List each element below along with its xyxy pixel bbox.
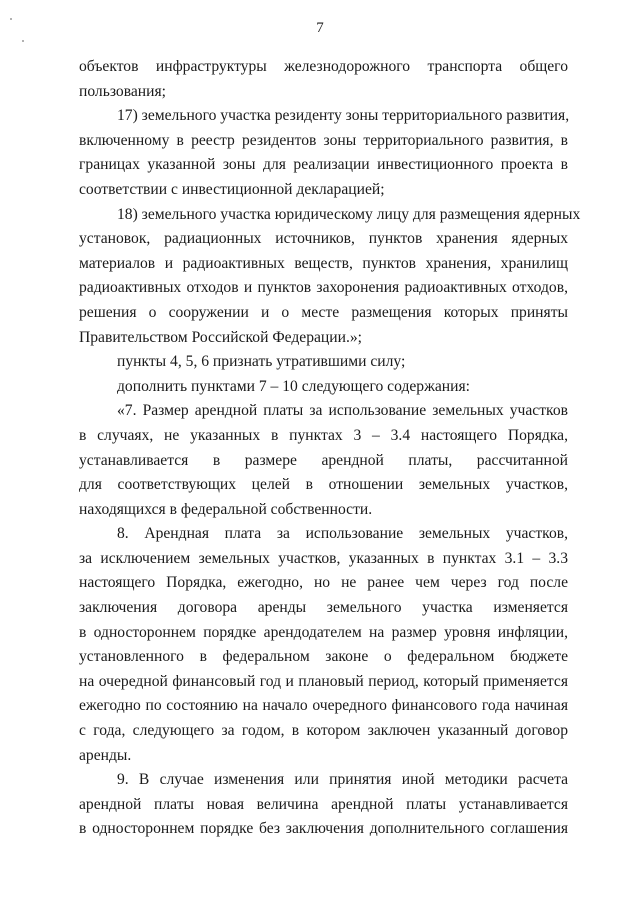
text-line: в одностороннем порядке арендодателем на размер уровня инфляции, bbox=[79, 623, 568, 641]
text-line: дополнить пунктами 7 – 10 следующего содержания: bbox=[117, 377, 470, 395]
text-line: с года, следующего за годом, в котором заключен указанный договор bbox=[79, 722, 568, 740]
text-line: арендной платы новая величина арендной платы устанавливается bbox=[79, 795, 568, 813]
text-line: границах указанной зоны для реализации инвестиционного проекта в bbox=[79, 156, 568, 174]
text-line: на очередной финансовый год и плановый период, который применяется bbox=[79, 672, 568, 690]
text-line: 18) земельного участка юридическому лицу для размещения ядерных bbox=[117, 205, 581, 223]
scan-speck bbox=[22, 40, 24, 42]
text-line: пункты 4, 5, 6 признать утратившими силу; bbox=[117, 353, 406, 371]
text-line: в одностороннем порядке без заключения дополнительного соглашения bbox=[79, 820, 568, 838]
text-line: за исключением земельных участков, указанных в пунктах 3.1 – 3.3 bbox=[79, 549, 568, 567]
text-line: ежегодно по состоянию на начало очередного финансового года начиная bbox=[79, 697, 568, 715]
text-line: решения о сооружении и о месте размещения которых приняты bbox=[79, 303, 568, 321]
text-line: заключения договора аренды земельного участка изменяется bbox=[79, 599, 568, 617]
document-body bbox=[79, 55, 581, 842]
text-line: пользования; bbox=[79, 82, 166, 100]
text-line: Правительством Российской Федерации.»; bbox=[79, 328, 362, 346]
text-line: настоящего Порядка, ежегодно, но не ранее чем через год после bbox=[79, 574, 568, 592]
text-line: для соответствующих целей в отношении земельных участков, bbox=[79, 476, 568, 494]
text-line: в случаях, не указанных в пунктах 3 – 3.4 настоящего Порядка, bbox=[79, 426, 568, 444]
text-line: устанавливается в размере арендной платы, рассчитанной bbox=[79, 451, 568, 469]
text-line: объектов инфраструктуры железнодорожного транспорта общего bbox=[79, 58, 568, 75]
text-line: 8. Арендная плата за использование земельных участков, bbox=[117, 525, 568, 543]
page-number: 7 bbox=[316, 20, 324, 36]
text-line: 9. В случае изменения или принятия иной методики расчета bbox=[117, 771, 568, 789]
text-line: установок, радиационных источников, пунктов хранения ядерных bbox=[79, 230, 568, 248]
text-line: соответствии с инвестиционной декларацией; bbox=[79, 180, 385, 198]
text-line: «7. Размер арендной платы за использование земельных участков bbox=[117, 402, 568, 420]
text-line: включенному в реестр резидентов зоны территориального развития, в bbox=[79, 131, 568, 149]
text-line: 17) земельного участка резиденту зоны территориального развития, bbox=[117, 107, 570, 125]
text-line: радиоактивных отходов и пунктов захоронения радиоактивных отходов, bbox=[79, 279, 568, 297]
text-line: установленного в федеральном законе о федеральном бюджете bbox=[79, 648, 568, 666]
text-line: находящихся в федеральной собственности. bbox=[79, 500, 373, 518]
text-line: аренды. bbox=[79, 746, 132, 764]
text-line: материалов и радиоактивных веществ, пунктов хранения, хранилищ bbox=[79, 254, 568, 272]
